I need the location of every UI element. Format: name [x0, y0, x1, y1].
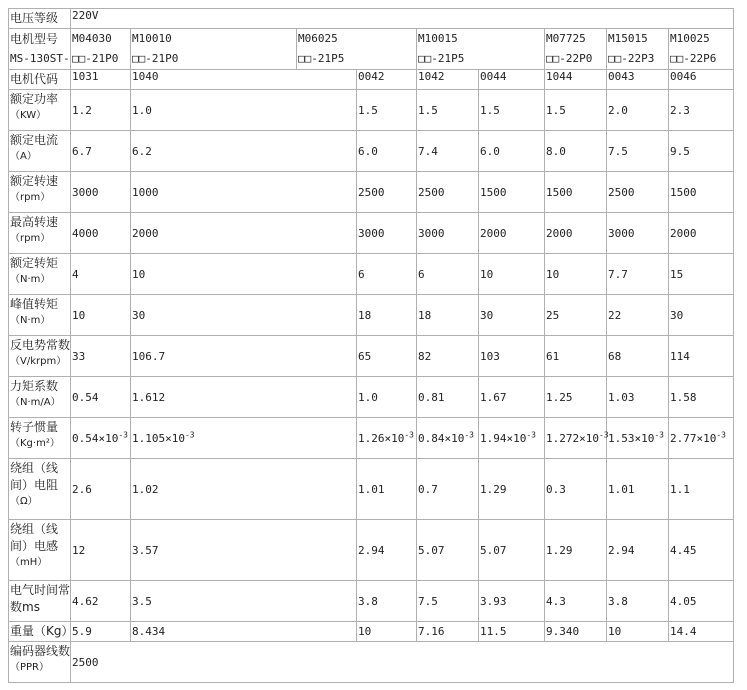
value-cell: 2000 — [545, 213, 607, 254]
row-label: 转子惯量 （Kg·m²） — [9, 418, 71, 459]
spec-row-inertia — [9, 418, 734, 459]
value-cell: 9.340 — [545, 622, 607, 642]
exponent: -3 — [716, 429, 726, 439]
value-cell: 2.94 — [607, 520, 669, 581]
value-cell: 4.3 — [545, 581, 607, 622]
value-cell: 2500 — [417, 172, 479, 213]
model-cell: M04030 □□-21P0 — [71, 29, 131, 70]
spec-row-inductance — [9, 520, 734, 581]
value-cell: 7.7 — [607, 254, 669, 295]
exponent: -3 — [464, 429, 474, 439]
value-cell: 4.62 — [71, 581, 131, 622]
row-label: 绕组（线 间）电感 （mH） — [9, 520, 71, 581]
value-cell: 103 — [479, 336, 545, 377]
value-cell: 0.81 — [417, 377, 479, 418]
value-cell: $1.53\times 10^{-3}$ — [607, 418, 669, 459]
row-label: 重量（Kg） — [9, 622, 71, 642]
value-cell: 3.8 — [357, 581, 417, 622]
value-cell: 1044 — [545, 70, 607, 90]
value-cell: 3000 — [357, 213, 417, 254]
value-cell: $1.26\times 10^{-3}$ — [357, 418, 417, 459]
value-cell: 1500 — [545, 172, 607, 213]
value-cell: 10 — [357, 622, 417, 642]
motor-spec-table — [8, 8, 734, 683]
value-cell: 5.07 — [479, 520, 545, 581]
value-cell: 2500 — [357, 172, 417, 213]
row-encoder — [9, 642, 734, 683]
value-cell: 2000 — [131, 213, 357, 254]
value-cell: 5.07 — [417, 520, 479, 581]
exponent: -3 — [404, 429, 414, 439]
value-cell: 2500 — [607, 172, 669, 213]
model-cell: M10010 □□-21P0 — [131, 29, 297, 70]
model-cell: M10015 □□-21P5 — [417, 29, 545, 70]
value-cell: 1040 — [131, 70, 357, 90]
value-cell: 3.8 — [607, 581, 669, 622]
value-cell: 3000 — [71, 172, 131, 213]
row-label: 反电势常数 （V/krpm） — [9, 336, 71, 377]
value-cell: 2000 — [669, 213, 734, 254]
value-cell: 6.7 — [71, 131, 131, 172]
value-cell: 61 — [545, 336, 607, 377]
row-label: 电气时间常 数ms — [9, 581, 71, 622]
value-cell: 1.67 — [479, 377, 545, 418]
exponent: -3 — [654, 429, 664, 439]
voltage-label: 电压等级 — [9, 9, 71, 29]
spec-row — [9, 254, 734, 295]
value-cell: 0044 — [479, 70, 545, 90]
exponent: -3 — [526, 429, 536, 439]
value-cell: 4.45 — [669, 520, 734, 581]
spec-row — [9, 90, 734, 131]
value-cell: $0.54\times 10^{-3}$ — [71, 418, 131, 459]
row-label: 额定功率 （KW） — [9, 90, 71, 131]
value-cell: $1.105\times 10^{-3}$ — [131, 418, 357, 459]
value-cell: 1.612 — [131, 377, 357, 418]
exponent: -3 — [184, 429, 195, 439]
model-cell: M10025 □□-22P6 — [669, 29, 734, 70]
model-cell: M06025 □□-21P5 — [297, 29, 417, 70]
value-cell: 3.57 — [131, 520, 357, 581]
value-cell: 2.6 — [71, 459, 131, 520]
model-cell: M07725 □□-22P0 — [545, 29, 607, 70]
value-cell: 18 — [357, 295, 417, 336]
value-cell: 15 — [669, 254, 734, 295]
value-cell: 1.29 — [545, 520, 607, 581]
value-cell: $1.94\times 10^{-3}$ — [479, 418, 545, 459]
value-cell: $1.272\times 10^{-3}$ — [545, 418, 607, 459]
value-cell: 1500 — [669, 172, 734, 213]
value-cell: 3.93 — [479, 581, 545, 622]
value-cell: 0.3 — [545, 459, 607, 520]
spec-row — [9, 295, 734, 336]
value-cell: 18 — [417, 295, 479, 336]
row-label: 额定电流 （A） — [9, 131, 71, 172]
value-cell: 1.01 — [607, 459, 669, 520]
spec-row-resistance — [9, 459, 734, 520]
value-cell: 1.2 — [71, 90, 131, 131]
value-cell: 1.58 — [669, 377, 734, 418]
value-cell: 14.4 — [669, 622, 734, 642]
value-cell: 7.5 — [607, 131, 669, 172]
value-cell: 30 — [131, 295, 357, 336]
value-cell: $2.77\times 10^{-3}$ — [669, 418, 734, 459]
value-cell: 12 — [71, 520, 131, 581]
row-label: 额定转矩 （N·m） — [9, 254, 71, 295]
value-cell: 10 — [131, 254, 357, 295]
value-cell: 6 — [357, 254, 417, 295]
value-cell: 6 — [417, 254, 479, 295]
row-label: 最高转速 （rpm） — [9, 213, 71, 254]
value-cell: 1.0 — [357, 377, 417, 418]
value-cell: 1.02 — [131, 459, 357, 520]
row-label: 额定转速 （rpm） — [9, 172, 71, 213]
value-cell: 8.434 — [131, 622, 357, 642]
value-cell: 3000 — [417, 213, 479, 254]
value-cell: 1042 — [417, 70, 479, 90]
value-cell: 0042 — [357, 70, 417, 90]
model-cell: M15015 □□-22P3 — [607, 29, 669, 70]
row-label: 绕组（线 间）电阻 （Ω） — [9, 459, 71, 520]
value-cell: 6.0 — [479, 131, 545, 172]
value-cell: 9.5 — [669, 131, 734, 172]
exponent: -3 — [118, 429, 128, 439]
value-cell: 2.3 — [669, 90, 734, 131]
value-cell: 1.5 — [479, 90, 545, 131]
value-cell: 4 — [71, 254, 131, 295]
spec-row — [9, 172, 734, 213]
value-cell: 10 — [545, 254, 607, 295]
spec-row — [9, 336, 734, 377]
value-cell: 6.0 — [357, 131, 417, 172]
row-label: 电机代码 — [9, 70, 71, 90]
spec-row — [9, 377, 734, 418]
value-cell: 0043 — [607, 70, 669, 90]
value-cell: 1.25 — [545, 377, 607, 418]
value-cell: 114 — [669, 336, 734, 377]
value-cell: 1031 — [71, 70, 131, 90]
value-cell: 1.01 — [357, 459, 417, 520]
value-cell: 1.1 — [669, 459, 734, 520]
value-cell: 1000 — [131, 172, 357, 213]
spec-row — [9, 213, 734, 254]
value-cell: 2.0 — [607, 90, 669, 131]
row-label: 峰值转矩 （N·m） — [9, 295, 71, 336]
encoder-value: 2500 — [71, 642, 734, 683]
value-cell: 7.4 — [417, 131, 479, 172]
spec-row — [9, 131, 734, 172]
value-cell: 8.0 — [545, 131, 607, 172]
value-cell: 2.94 — [357, 520, 417, 581]
value-cell: 1.03 — [607, 377, 669, 418]
value-cell: 6.2 — [131, 131, 357, 172]
value-cell: 11.5 — [479, 622, 545, 642]
encoder-label: 编码器线数 （PPR） — [9, 642, 71, 683]
value-cell: 82 — [417, 336, 479, 377]
value-cell: 30 — [479, 295, 545, 336]
value-cell: 1500 — [479, 172, 545, 213]
value-cell: 1.5 — [545, 90, 607, 131]
value-cell: 0046 — [669, 70, 734, 90]
spec-row-weight — [9, 622, 734, 642]
value-cell: 3.5 — [131, 581, 357, 622]
model-label-line1: 电机型号 — [10, 32, 59, 46]
value-cell: 10 — [479, 254, 545, 295]
value-cell: 1.5 — [357, 90, 417, 131]
spec-row — [9, 70, 734, 90]
value-cell: 7.16 — [417, 622, 479, 642]
value-cell: 10 — [607, 622, 669, 642]
value-cell: 5.9 — [71, 622, 131, 642]
value-cell: 65 — [357, 336, 417, 377]
row-model — [9, 29, 734, 70]
value-cell: 2000 — [479, 213, 545, 254]
value-cell: 30 — [669, 295, 734, 336]
value-cell: 22 — [607, 295, 669, 336]
value-cell: 4.05 — [669, 581, 734, 622]
value-cell: 0.54 — [71, 377, 131, 418]
value-cell: 106.7 — [131, 336, 357, 377]
value-cell: 1.29 — [479, 459, 545, 520]
value-cell: 0.7 — [417, 459, 479, 520]
spec-row-time-constant — [9, 581, 734, 622]
value-cell: 1.5 — [417, 90, 479, 131]
value-cell: 1.0 — [131, 90, 357, 131]
row-label: 力矩系数 （N·m/A） — [9, 377, 71, 418]
value-cell: 4000 — [71, 213, 131, 254]
value-cell: 3000 — [607, 213, 669, 254]
value-cell: 68 — [607, 336, 669, 377]
value-cell: 33 — [71, 336, 131, 377]
exponent: -3 — [598, 429, 609, 439]
value-cell: 7.5 — [417, 581, 479, 622]
value-cell: $0.84\times 10^{-3}$ — [417, 418, 479, 459]
value-cell: 25 — [545, 295, 607, 336]
model-label — [9, 29, 71, 70]
row-voltage — [9, 9, 734, 29]
voltage-value: 220V — [71, 9, 734, 29]
value-cell: 10 — [71, 295, 131, 336]
model-label-line2: MS-130ST- — [10, 52, 70, 65]
